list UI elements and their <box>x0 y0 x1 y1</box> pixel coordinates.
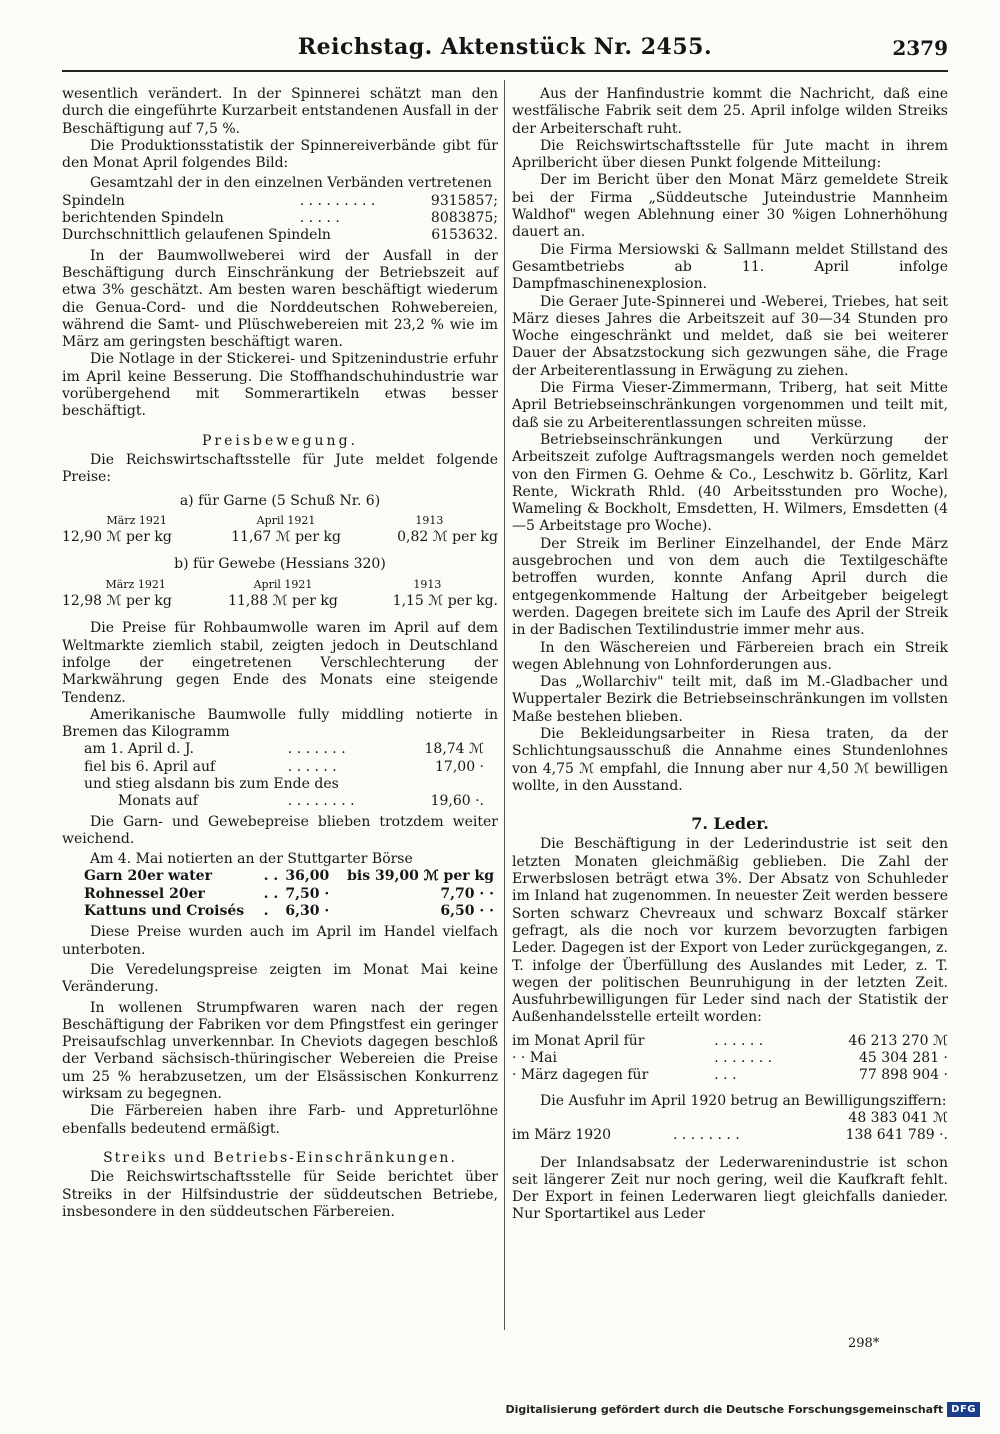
table-row <box>62 210 498 227</box>
paragraph: Die Färbereien haben ihre Farb- und Appreturlöhne ebenfalls bedeutend ermäßigt. <box>62 1103 498 1137</box>
section-heading: 7. Leder. <box>691 814 769 834</box>
cotton-price-table <box>84 741 484 810</box>
stuttgart-label: Kattuns und Croisés <box>84 903 245 920</box>
left-column <box>62 86 498 1221</box>
paragraph: Die Firma Vieser-Zimmermann, Triberg, hat seit Mitte April Betriebseinschränkungen vorgenommen und teilt mit, daß sie zu Arbeiterentlassungen schreiten müsse. <box>512 380 948 431</box>
spindle-value: 9315857; <box>430 192 498 209</box>
price-value: 1,15 ℳ per kg. <box>392 593 498 610</box>
stuttgart-to: bis 39,00 ℳ per kg <box>347 868 494 885</box>
paragraph: Die Veredelungspreise zeigten im Monat Mai keine Veränderung. <box>62 961 498 996</box>
export-value: 48 383 041 ℳ <box>848 1109 948 1126</box>
table-row <box>84 759 484 776</box>
column-divider <box>504 80 505 1330</box>
spindle-label: berichtenden Spindeln <box>62 210 224 227</box>
table-row <box>84 886 494 903</box>
dot-leader: . . . . . . . . . <box>299 192 376 209</box>
price-value: 11,88 ℳ per kg <box>228 593 338 610</box>
table-row <box>62 593 498 610</box>
paragraph: Die Firma Mersiowski & Sallmann meldet Stillstand des Gesamtbetriebs ab 11. April infolge Dampfmaschinenexplosion. <box>512 241 948 293</box>
paragraph: Die Reichswirtschaftsstelle für Jute macht in ihrem Aprilbericht über diesen Punkt folgende Mitteilung: <box>512 137 948 172</box>
dot-leader: . . . . . . . <box>287 741 346 758</box>
price-period: 1913 <box>413 577 442 591</box>
export-value: 138 641 789 ·. <box>845 1127 948 1144</box>
table-row <box>512 1110 948 1127</box>
price-period: März 1921 <box>106 513 167 527</box>
paragraph: Diese Preise wurden auch im April im Handel vielfach unterboten. <box>62 924 498 958</box>
section-heading: Streiks und Betriebs-Einschränkungen. <box>103 1149 457 1166</box>
dot-leader: . . <box>263 868 279 885</box>
subheading: b) für Gewebe (Hessians 320) <box>174 556 386 573</box>
table-row <box>62 529 498 546</box>
price-value: 0,82 ℳ per kg <box>397 529 498 546</box>
price-period: April 1921 <box>253 577 313 591</box>
paragraph: Die Beschäftigung in der Lederindustrie ist seit den letzten Monaten gleichmäßig geblieben. Die Zahl der Erwerbslosen beträgt etwa 3%. Der Absatz von Schuhleder im Inland hat zugenommen. In neuester Zeit werden bessere Sorten schwarz Chevreaux und schwarz Boxcalf stärker gefragt, als die noch vor kurzem bevorzugten farbigen Leder. Dagegen ist der Export von Leder zurückgegangen, z. T. infolge der Überfüllung des Auslandes mit Leder, z. T. wegen der politischen Beunruhigung in der letzten Zeit. Ausfuhrbewilligungen für Leder sind nach der Statistik der Außenhandelsstelle erteilt worden: <box>512 836 948 1026</box>
table-row <box>84 741 484 758</box>
paragraph: Der Streik im Berliner Einzelhandel, der Ende März ausgebrochen und von dem auch die Textilgeschäfte betroffen wurden, konnte Anfang April durch die entgegenkommende Haltung der Arbeitgeber beigelegt werden. Dagegen breitete sich im Laufe des April der Streik in der Badischen Textilindustrie immer mehr aus. <box>512 535 948 639</box>
price-value: 12,90 ℳ per kg <box>62 529 172 546</box>
export-label: · · Mai <box>512 1050 557 1067</box>
spindle-label: Durchschnittlich gelaufenen Spindeln <box>62 227 331 244</box>
price-period: 1913 <box>415 513 444 527</box>
table-row <box>512 1127 948 1144</box>
subheading: a) für Garne (5 Schuß Nr. 6) <box>179 492 381 509</box>
stuttgart-label: Garn 20er water <box>84 868 212 885</box>
table-row <box>84 793 484 810</box>
price-value: 11,67 ℳ per kg <box>231 529 341 546</box>
paragraph: Die Preise für Rohbaumwolle waren im April auf dem Weltmarkte ziemlich stabil, zeigten jedoch in Deutschland infolge der eingetretenen Verschlechterung der Markwährung gegen Ende des Monats eine steigende Tendenz. <box>62 620 498 706</box>
stuttgart-from: 6,30 · <box>285 903 330 920</box>
spindle-value: 8083875; <box>430 210 498 227</box>
dot-leader: . . . . . . <box>287 758 337 775</box>
stuttgart-price-table <box>84 868 494 920</box>
cotton-value: 17,00 · <box>435 758 484 775</box>
export-1920-table <box>512 1110 948 1145</box>
digitization-credit <box>505 1402 980 1417</box>
paragraph: In den Wäschereien und Färbereien brach ein Streik wegen Ablehnung von Lohnforderungen aus. <box>512 639 948 673</box>
paragraph: Die Produktionsstatistik der Spinnereiverbände gibt für den Monat April folgendes Bild: <box>62 137 498 172</box>
dfg-logo: DFG <box>947 1402 980 1417</box>
paragraph: Amerikanische Baumwolle fully middling notierte in Bremen das Kilogramm <box>62 706 498 741</box>
cotton-value: 19,60 ·. <box>430 793 484 810</box>
export-table <box>512 1033 948 1085</box>
paragraph: Die Garn- und Gewebepreise blieben trotzdem weiter weichend. <box>62 813 498 847</box>
header-title: Reichstag. Aktenstück Nr. 2455. <box>297 34 713 60</box>
spindle-value: 6153632. <box>431 227 498 244</box>
credit-text: Digitalisierung gefördert durch die Deutsche Forschungsgemeinschaft <box>505 1403 944 1416</box>
dot-leader: . . . <box>714 1067 737 1084</box>
dot-leader: . . . . . . . . <box>672 1127 740 1144</box>
paragraph: Der Inlandsabsatz der Lederwarenindustrie ist schon seit längerer Zeit nur noch gering, weil die Kaufkraft fehlt. Der Export in feinen Lederwaren liegt gleichfalls danieder. Nur Sportartikel aus Leder <box>512 1154 948 1223</box>
dot-leader: . . . . . . <box>714 1032 764 1049</box>
table-row <box>512 1067 948 1084</box>
paragraph: Die Notlage in der Stickerei- und Spitzenindustrie erfuhr im April keine Besserung. Die Stoffhandschuhindustrie war vorübergehend mit Sommerartikeln etwas besser beschäftigt. <box>62 351 498 420</box>
paragraph: wesentlich verändert. In der Spinnerei schätzt man den durch die eingeführte Kurzarbeit entstandenen Ausfall in der Beschäftigung auf 7,5 %. <box>62 86 498 137</box>
stuttgart-to: 7,70 · · <box>440 885 494 902</box>
price-value: 12,98 ℳ per kg <box>62 593 172 610</box>
table-row <box>62 193 498 210</box>
export-value: 46 213 270 ℳ <box>848 1032 948 1049</box>
spindle-label: Spindeln <box>62 192 125 209</box>
paragraph: Gesamtzahl der in den einzelnen Verbänden vertretenen <box>90 175 492 192</box>
paragraph: Die Reichswirtschaftsstelle für Jute meldet folgende Preise: <box>62 451 498 486</box>
stuttgart-from: 36,00 <box>285 868 330 885</box>
paragraph: Aus der Hanfindustrie kommt die Nachricht, daß eine westfälische Fabrik seit dem 25. April infolge wilden Streiks der Arbeiterschaft ruht. <box>512 86 948 137</box>
page-number: 2379 <box>892 36 948 60</box>
dot-leader: . . <box>263 885 279 902</box>
spindle-table <box>62 193 498 245</box>
cotton-label: und stieg alsdann bis zum Ende des <box>84 775 339 792</box>
paragraph: Die Reichswirtschaftsstelle für Seide berichtet über Streiks in der Hilfsindustrie der süddeutschen Betriebe, insbesondere in den süddeutschen Färbereien. <box>62 1169 498 1220</box>
garne-price-table <box>62 512 498 547</box>
cotton-value: 18,74 ℳ <box>424 741 484 758</box>
table-row <box>84 868 494 885</box>
stuttgart-to: 6,50 · · <box>440 903 494 920</box>
paragraph: Das „Wollarchiv" teilt mit, daß im M.-Gladbacher und Wuppertaler Bezirk die Betriebseinschränkungen im vollsten Maße bestehen blieben. <box>512 674 948 725</box>
paragraph: Die Bekleidungsarbeiter in Riesa traten, da der Schlichtungsausschuß die Annahme eines Stundenlohnes von 4,75 ℳ empfahl, die Innung aber nur 4,50 ℳ bewilligen wollte, in den Ausstand. <box>512 725 948 794</box>
cotton-label: Monats auf <box>118 793 198 810</box>
table-row <box>62 576 498 593</box>
paragraph: Die Ausfuhr im April 1920 betrug an Bewilligungsziffern: <box>540 1092 947 1109</box>
dot-leader: . . . . . . . . <box>287 793 355 810</box>
cotton-label: fiel bis 6. April auf <box>84 758 216 775</box>
price-period: April 1921 <box>256 513 316 527</box>
paragraph: Betriebseinschränkungen und Verkürzung der Arbeitszeit zufolge Auftragsmangels werden noch gemeldet von den Firmen G. Oehme & Co., Leschwitz b. Görlitz, Karl Rente, Wickrath Rhld. (40 Arbeitsstunden pro Woche), Wameling & Bockholt, Emsdetten, H. Wilmers, Emsdetten (4—5 Arbeitstage pro Woche). <box>512 431 948 535</box>
paragraph: Am 4. Mai notierten an der Stuttgarter Börse <box>90 851 413 868</box>
sheet-number: 298* <box>848 1336 880 1351</box>
paragraph: Die Geraer Jute-Spinnerei und -Weberei, Triebes, hat seit März dieses Jahres die Arbeitszeit auf 30—34 Stunden pro Woche eingeschränkt und meldet, daß sie bei weiterer Dauer der Absatzstockung sich gezwungen sähe, die Frage der Arbeiterentlassung in Erwägung zu ziehen. <box>512 293 948 379</box>
table-row <box>84 776 484 793</box>
price-period: März 1921 <box>105 577 166 591</box>
table-row <box>512 1050 948 1067</box>
export-label: im Monat April für <box>512 1032 645 1049</box>
dot-leader: . <box>263 903 269 920</box>
right-column <box>512 86 948 1224</box>
export-value: 77 898 904 · <box>858 1067 948 1084</box>
page-header <box>62 30 948 72</box>
table-row <box>84 903 494 920</box>
table-row <box>512 1033 948 1050</box>
paragraph: Der im Bericht über den Monat März gemeldete Streik bei der Firma „Süddeutsche Juteindustrie Mannheim Waldhof" wegen Ablehnung einer 30 %igen Lohnerhöhung dauert an. <box>512 172 948 241</box>
dot-leader: . . . . . . . <box>714 1050 773 1067</box>
dot-leader: . . . . . <box>299 210 340 227</box>
cotton-label: am 1. April d. J. <box>84 741 194 758</box>
table-row <box>62 227 498 244</box>
stuttgart-from: 7,50 · <box>285 885 330 902</box>
section-heading: Preisbewegung. <box>202 432 358 449</box>
stuttgart-label: Rohnessel 20er <box>84 885 205 902</box>
export-label: · März dagegen für <box>512 1067 649 1084</box>
export-label: im März 1920 <box>512 1127 612 1144</box>
gewebe-price-table <box>62 576 498 611</box>
paragraph: In wollenen Strumpfwaren waren nach der regen Beschäftigung der Fabriken vor dem Pfingstfest ein geringer Preisaufschlag unverkennbar. In Cheviots dagegen beschloß der Verband sächsisch-thüringischer Webereien die Preise um 25 % herabzusetzen, um der Elsässischen Konkurrenz wirksam zu begegnen. <box>62 999 498 1103</box>
export-value: 45 304 281 · <box>858 1050 948 1067</box>
table-row <box>62 512 498 529</box>
paragraph: In der Baumwollweberei wird der Ausfall in der Beschäftigung durch Einschränkung der Betriebszeit auf etwa 3% geschätzt. Am besten waren beschäftigt wiederum die Genua-Cord- und die Norddeutschen Rohwebereien, während die Samt- und Plüschwebereien mit 23,2 % wie im März am geringsten beschäftigt waren. <box>62 247 498 351</box>
